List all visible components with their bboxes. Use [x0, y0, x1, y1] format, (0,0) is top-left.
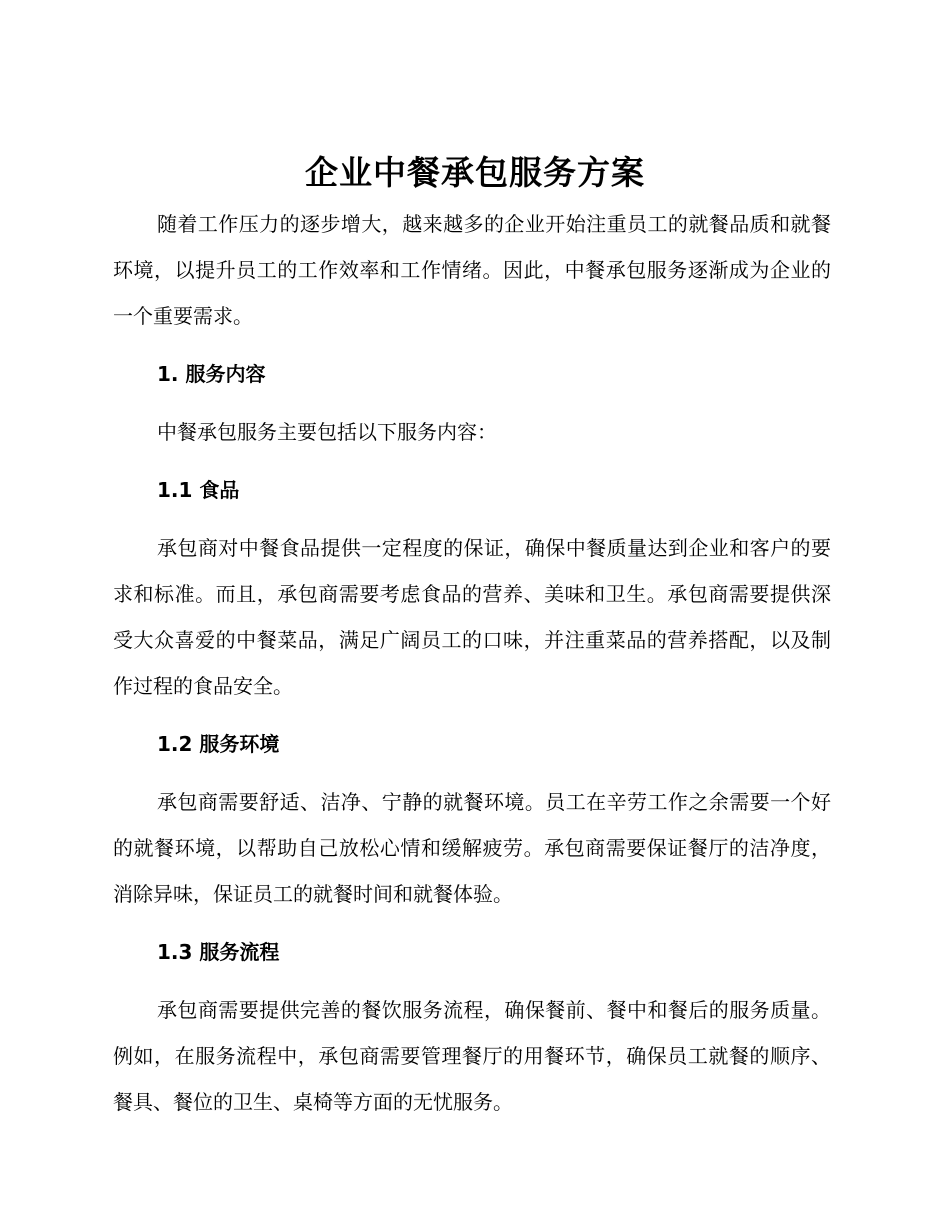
section-heading-environment: 1.2 服务环境 — [157, 732, 280, 756]
document-body — [113, 201, 831, 1125]
section-paragraph-service-content: 中餐承包服务主要包括以下服务内容： — [157, 420, 497, 444]
intro-paragraph: 随着工作压力的逐步增大，越来越多的企业开始注重员工的就餐品质和就餐环境，以提升员工的工作效率和工作情绪。因此，中餐承包服务逐渐成为企业的一个重要需求。 — [113, 212, 831, 328]
section-paragraph-food: 承包商对中餐食品提供一定程度的保证，确保中餐质量达到企业和客户的要求和标准。而且，承包商需要考虑食品的营养、美味和卫生。承包商需要提供深受大众喜爱的中餐菜品，满足广阔员工的口味，并注重菜品的营养搭配，以及制作过程的食品安全。 — [113, 536, 831, 698]
spacer — [113, 339, 831, 351]
spacer — [113, 917, 831, 929]
spacer — [113, 455, 831, 467]
spacer — [113, 397, 831, 409]
spacer — [113, 513, 831, 525]
spacer — [113, 709, 831, 721]
section-heading-process: 1.3 服务流程 — [157, 940, 280, 964]
section-paragraph-process: 承包商需要提供完善的餐饮服务流程，确保餐前、餐中和餐后的服务质量。例如，在服务流程中，承包商需要管理餐厅的用餐环节，确保员工就餐的顺序、餐具、餐位的卫生、桌椅等方面的无忧服务。 — [113, 998, 831, 1114]
spacer — [113, 767, 831, 779]
section-paragraph-environment: 承包商需要舒适、洁净、宁静的就餐环境。员工在辛劳工作之余需要一个好的就餐环境，以帮助自己放松心情和缓解疲劳。承包商需要保证餐厅的洁净度，消除异味，保证员工的就餐时间和就餐体验。 — [113, 790, 831, 906]
document-title: 企业中餐承包服务方案 — [305, 153, 645, 192]
section-heading-food: 1.1 食品 — [157, 478, 240, 502]
spacer — [113, 975, 831, 987]
section-heading-service-content: 1. 服务内容 — [157, 362, 266, 386]
